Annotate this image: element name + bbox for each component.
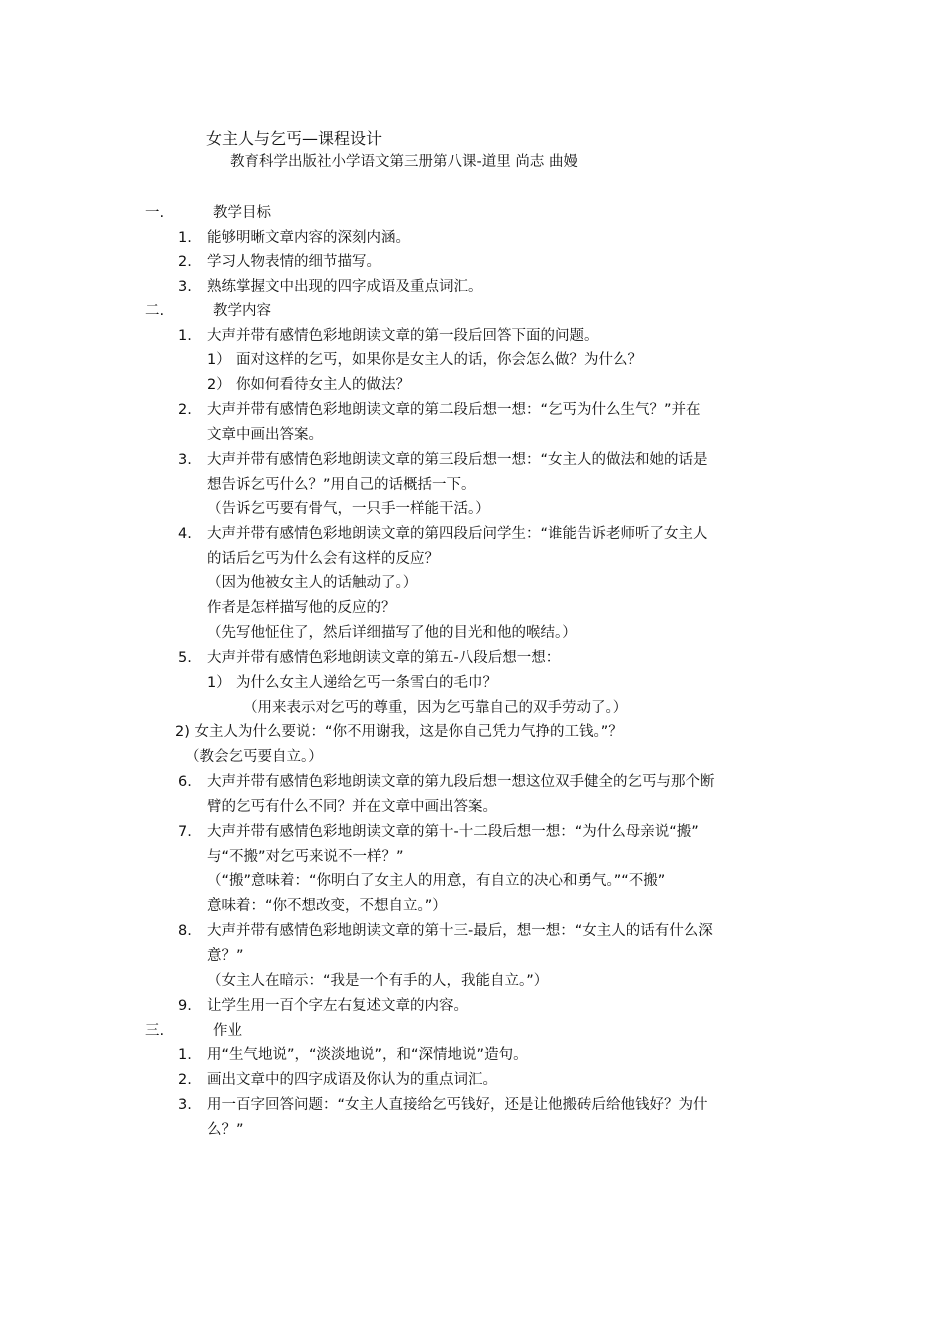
list-item-text: 想告诉乞丐什么？”用自己的话概括一下。 [207,477,476,493]
list-item-text: 么？” [207,1122,244,1138]
list-item-text: 的话后乞丐为什么会有这样的反应？ [207,551,439,567]
list-item-number: 2. [178,1072,192,1088]
sub-item-text: 面对这样的乞丐，如果你是女主人的话，你会怎么做？为什么？ [236,352,642,368]
list-item-text: 大声并带有感情色彩地朗读文章的第十三-最后，想一想：“女主人的话有什么深 [207,923,713,939]
sub-item-text: 你如何看待女主人的做法？ [236,377,410,393]
section-heading: 教学目标 [213,205,271,221]
sub-item-number: 1） [207,352,231,368]
list-item-number: 7. [178,824,192,840]
answer-text: （“搬”意味着：“你明白了女主人的用意，有自立的决心和勇气。”“不搬” [207,873,666,889]
answer-text: （用来表示对乞丐的尊重，因为乞丐靠自己的双手劳动了。） [243,700,628,716]
section-number: 二. [145,303,165,319]
sub-item-number: 1） [207,675,231,691]
answer-text: （先写他怔住了，然后详细描写了他的目光和他的喉结。） [207,625,577,641]
list-item-number: 5. [178,650,192,666]
list-item-text: 熟练掌握文中出现的四字成语及重点词汇。 [207,279,483,295]
list-item-number: 9. [178,998,192,1014]
answer-text: （女主人在暗示：“我是一个有手的人，我能自立。”） [207,973,549,989]
list-item-text: 大声并带有感情色彩地朗读文章的第十-十二段后想一想：“为什么母亲说“搬” [207,824,699,840]
list-item-number: 3. [178,279,192,295]
document-title: 女主人与乞丐—课程设计 [206,129,383,148]
list-item-number: 1. [178,230,192,246]
answer-text: （教会乞丐要自立。） [185,749,323,765]
list-item-text: 大声并带有感情色彩地朗读文章的第九段后想一想这位双手健全的乞丐与那个断 [207,774,715,790]
section-number: 三. [145,1023,165,1039]
list-item-number: 3. [178,452,192,468]
list-item-number: 8. [178,923,192,939]
section-number: 一. [145,205,165,221]
list-item-text: 大声并带有感情色彩地朗读文章的第一段后回答下面的问题。 [207,328,599,344]
list-item-text: 与“不搬”对乞丐来说不一样？” [207,849,404,865]
list-item-text: 大声并带有感情色彩地朗读文章的第五-八段后想一想： [207,650,561,666]
list-item-text: 学习人物表情的细节描写。 [207,254,381,270]
sub-item-text: 为什么女主人递给乞丐一条雪白的毛巾？ [236,675,497,691]
list-item-text: 用一百字回答问题：“女主人直接给乞丐钱好，还是让他搬砖后给他钱好？为什 [207,1097,708,1113]
sub-item-number: 2） [207,377,231,393]
list-item-number: 4. [178,526,192,542]
list-item-number: 2. [178,254,192,270]
list-item-text: 能够明晰文章内容的深刻内涵。 [207,230,410,246]
list-item-text: 让学生用一百个字左右复述文章的内容。 [207,998,468,1014]
answer-text: （因为他被女主人的话触动了。） [207,575,418,591]
list-item-text: 文章中画出答案。 [207,427,323,443]
list-item-number: 1. [178,328,192,344]
list-item-text: 意？” [207,948,244,964]
list-item-text: 大声并带有感情色彩地朗读文章的第三段后想一想：“女主人的做法和她的话是 [207,452,708,468]
answer-text: （告诉乞丐要有骨气，一只手一样能干活。） [207,501,490,517]
document-subtitle: 教育科学出版社小学语文第三册第八课-道里 尚志 曲嫚 [230,154,578,170]
list-item-text: 大声并带有感情色彩地朗读文章的第四段后问学生：“谁能告诉老师听了女主人 [207,526,708,542]
list-item-text: 用“生气地说”，“淡淡地说”，和“深情地说”造句。 [207,1047,528,1063]
list-item-text: 大声并带有感情色彩地朗读文章的第二段后想一想：“乞丐为什么生气？”并在 [207,402,701,418]
list-item-text: 作者是怎样描写他的反应的？ [207,600,396,616]
list-item-number: 2. [178,402,192,418]
list-item-number: 6. [178,774,192,790]
answer-text: 意味着：“你不想改变，不想自立。”） [207,898,447,914]
list-item-text: 臂的乞丐有什么不同？并在文章中画出答案。 [207,799,497,815]
list-item-text: 画出文章中的四字成语及你认为的重点词汇。 [207,1072,497,1088]
sub-item-text: 2) 女主人为什么要说：“你不用谢我，这是你自己凭力气挣的工钱。”？ [175,724,623,740]
list-item-number: 1. [178,1047,192,1063]
section-heading: 教学内容 [213,303,271,319]
list-item-number: 3. [178,1097,192,1113]
section-heading: 作业 [213,1023,242,1039]
